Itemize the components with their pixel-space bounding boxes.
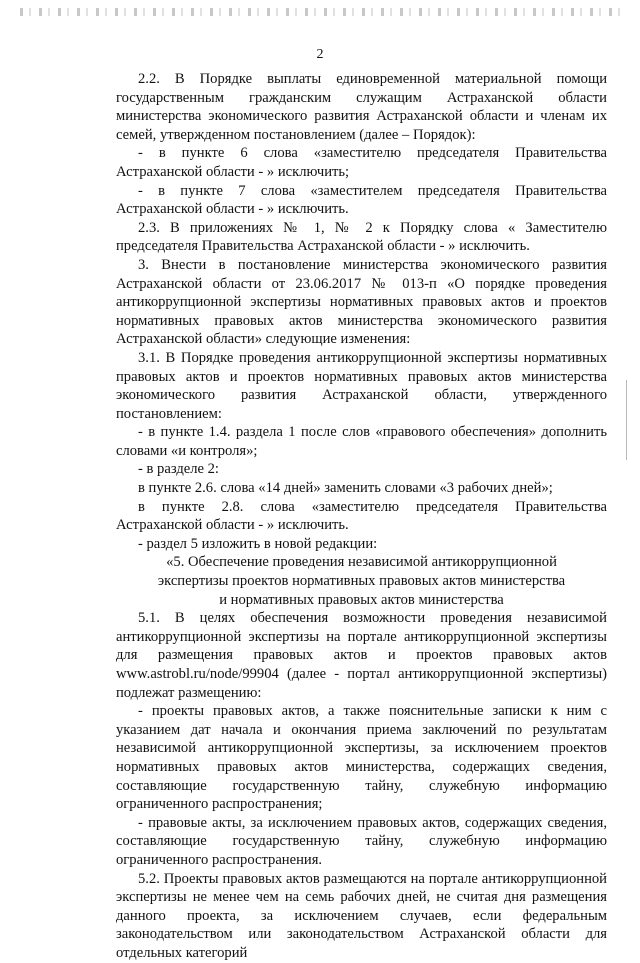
paragraph-5-2: 5.2. Проекты правовых актов размещаются на портале антикоррупционной экспертизы не менее чем на семь рабочих дней, не считая дня размещения данного проекта, за исключением случаев, если федеральным законодательством или законодательством Астраханской области для отдельных категорий — [116, 870, 607, 961]
paragraph-5-1: 5.1. В целях обеспечения возможности проведения независимой антикоррупционной экспертизы на портале антикоррупционной экспертизы для размещения правовых актов и проектов правовых актов www.astrobl.ru/node/99904 (далее - портал антикоррупционной экспертизы) подлежат размещению: — [116, 610, 607, 701]
paragraph-item-1-4: - в пункте 1.4. раздела 1 после слов «правового обеспечения» дополнить словами «и контроля»; — [116, 424, 607, 459]
paragraph-section-5: - раздел 5 изложить в новой редакции: — [138, 535, 378, 552]
paragraph-item-6: - в пункте 6 слова «заместителю председателя Правительства Астраханской области - » исключить; — [116, 145, 607, 180]
scan-artifact-top — [20, 8, 620, 16]
paragraph-3-1: 3.1. В Порядке проведения антикоррупционной экспертизы нормативных правовых актов и проектов нормативных правовых актов министерства экономического развития Астраханской области, утвержденного постановлением: — [116, 349, 607, 422]
paragraph-2-2: 2.2. В Порядке выплаты единовременной материальной помощи государственным гражданским служащим Астраханской области министерства экономического развития Астраханской области и членам их семей, утвержденном постановлением (далее – Порядок): — [116, 71, 607, 143]
page-number: 2 — [316, 47, 324, 62]
paragraph-3: 3. Внести в постановление министерства экономического развития Астраханской области от 23.06.2017 № 013-п «О порядке проведения антикоррупционной экспертизы нормативных правовых актов и проектов нормативных правовых актов министерства экономического развития Астраханской области» следующие изменения: — [116, 256, 607, 348]
scan-artifact-right — [626, 380, 627, 460]
paragraph-item-7: - в пункте 7 слова «заместителем председателя Правительства Астраханской области - » исключить. — [116, 182, 607, 218]
paragraph-draft-acts: - проекты правовых актов, а также пояснительные записки к ним с указанием дат начала и окончания приема заключений по результатам независимой антикоррупционной экспертизы, за исключением проектов нормативных правовых актов министерства, содержащих сведения, составляющие государственную тайну, служебную информацию ограниченного распространения; — [116, 703, 607, 813]
paragraph-section-2: - в разделе 2: — [138, 461, 219, 478]
paragraph-item-2-8: в пункте 2.8. слова «заместителю председателя Правительства Астраханской области - » исключить. — [116, 498, 607, 534]
paragraph-legal-acts: - правовые акты, за исключением правовых актов, содержащих сведения, составляющие государственную тайну, служебную информацию ограниченного распространения. — [116, 814, 607, 868]
paragraph-item-2-6: в пункте 2.6. слова «14 дней» заменить словами «3 рабочих дней»; — [138, 480, 553, 497]
section-5-heading: «5. Обеспечение проведения независимой антикоррупционной экспертизы проектов нормативных правовых актов министерства и нормативных правовых актов министерства — [157, 554, 566, 608]
document-body — [116, 70, 607, 963]
paragraph-2-3: 2.3. В приложениях № 1, № 2 к Порядку слова « Заместителю председателя Правительства Астраханской области - » исключить. — [116, 219, 607, 255]
